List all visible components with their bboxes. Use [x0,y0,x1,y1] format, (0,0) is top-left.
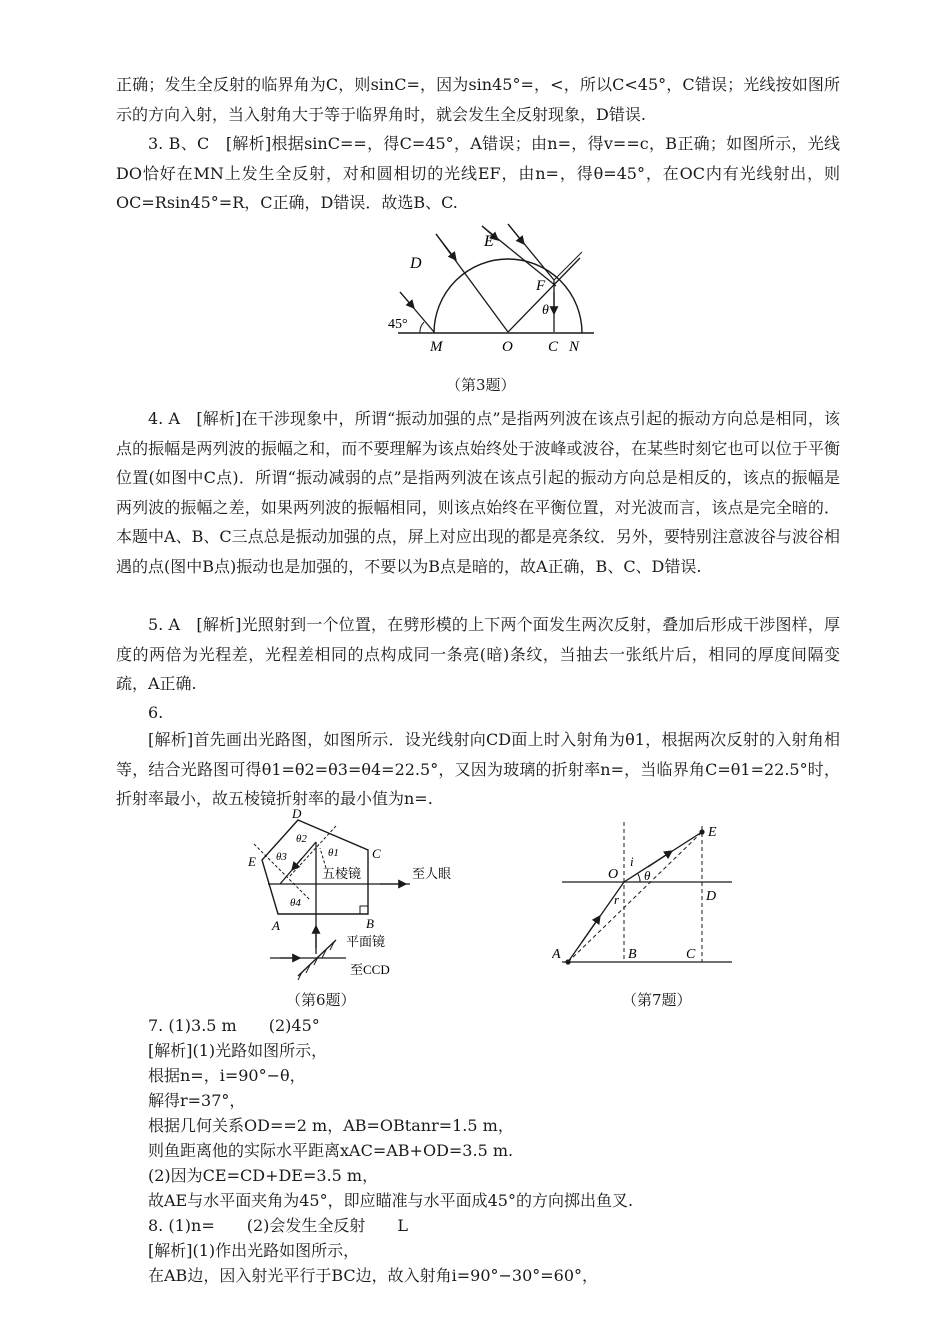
label-o: O [608,867,619,882]
label-r: r [614,892,620,907]
answer-7-line-4: 根据几何关系OD==2 m，AB=OBtanr=1.5 m， [148,1116,514,1135]
label-e: E [248,854,256,869]
label-f: F [536,278,546,294]
label-theta4: θ4 [290,897,301,909]
answer-7-line-2: 根据n=，i=90°−θ， [148,1066,306,1085]
caption-figure-3: （第3题） [446,376,516,394]
normal-f [554,252,582,280]
label-c: C [372,846,381,861]
answer-8-line-1: [解析](1)作出光路如图所示， [148,1241,360,1260]
semicircle [434,259,582,333]
paragraph-answer-2-end: 正确；发生全反射的临界角为C，则sinC=，因为sin45°=，<，所以C<45°，C错误；光线按如图所示的方向入射，当入射角大于等于临界角时，就会发生全反射现象，D错误. [116,75,840,124]
caption-figure-6: （第6题） [286,991,356,1009]
answer-7-result: 7. (1)3.5 m (2)45° [148,1016,320,1035]
point-e [699,829,704,834]
angle-arc-45 [420,322,424,333]
label-a: A [272,918,280,933]
answer-7-line-5: 则鱼距离他的实际水平距离xAC=AB+OD=3.5 m. [148,1141,514,1160]
ray-reflected [508,258,580,332]
paragraph-answer-6: [解析]首先画出光路图，如图所示．设光线射向CD面上时入射角为θ1，根据两次反射的入射角相等，结合光路图可得θ1=θ2=θ3=θ4=22.5°，又因为玻璃的折射率n=，当临界角C=θ1=22.5°时，折射率最小，故五棱镜折射率的最小值为n=. [116,730,840,808]
label-theta2: θ2 [296,833,307,845]
ray-d-arrow [436,234,456,260]
label-b: B [366,916,374,931]
ray-ef-arrow [508,224,524,244]
label-plane-mirror: 平面镜 [346,934,386,949]
label-d: D [706,889,717,904]
answer-7-line-6: (2)因为CE=CD+DE=3.5 m， [148,1166,379,1185]
label-to-eye: 至人眼 [412,866,452,881]
label-b: B [628,947,637,962]
answer-7-line-3: 解得r=37°， [148,1091,246,1110]
label-e: E [708,825,717,840]
label-d: D [292,808,302,821]
label-e: E [484,233,494,250]
label-theta: θ [542,303,549,318]
paragraph-answer-6-number: 6. [148,703,164,722]
point-a [565,959,570,964]
paragraph-answer-5: 5. A [解析]光照射到一个位置，在劈形模的上下两个面发生两次反射，叠加后形成干涉图样，厚度的两倍为光程差，光程差相同的点构成同一条亮(暗)条纹，当抽去一张纸片后，相同的厚度间隔变疏，A正确. [116,615,840,693]
line-ae [568,832,702,962]
label-a: A [552,947,561,962]
label-theta3: θ3 [276,851,287,863]
label-n: N [569,339,580,354]
label-theta: θ [644,868,651,883]
label-c: C [548,339,559,354]
label-45-degree: 45° [388,317,408,332]
paragraph-answer-3: 3. B、C [解析]根据sinC==，得C=45°，A错误；由n=，得v==c，B正确；如图所示，光线DO恰好在MN上发生全反射，对和圆相切的光线EF，由n=，得θ=45°，在OC内有光线射出，则OC=Rsin45°=R，C正确，D错误．故选B、C. [116,134,840,212]
answer-7-line-7: 故AE与水平面夹角为45°，即应瞄准与水平面成45°的方向掷出鱼叉. [148,1191,634,1210]
label-to-ccd: 至CCD [350,962,390,977]
label-o: O [502,339,513,354]
paragraph-answer-4: 4. A [解析]在干涉现象中，所谓“振动加强的点”是指两列波在该点引起的振动方向总是相同，该点的振幅是两列波的振幅之和，而不要理解为该点始终处于波峰或波谷，在某些时刻它也可以位于平衡位置(如图中C点)．所谓“振动减弱的点”是指两列波在该点引起的振动方向总是相反的，该点的振幅是两列波的振幅之差，如果两列波的振幅相同，则该点始终在平衡位置，对光波而言，该点是完全暗的．本题中A、B、C三点总是振动加强的点，屏上对应出现的都是亮条纹．另外，要特别注意波谷与波谷相遇的点(图中B点)振动也是加强的，不要以为B点是暗的，故A正确，B、C、D错误. [116,409,840,576]
label-theta1: θ1 [328,847,339,859]
answer-7-line-1: [解析](1)光路如图所示， [148,1041,328,1060]
figure-6-pentaprism-diagram [240,808,470,984]
answer-8-result: 8. (1)n= (2)会发生全反射 L [148,1216,409,1235]
answer-8-line-2: 在AB边，因入射光平行于BC边，故入射角i=90°−30°=60°， [148,1266,599,1285]
figure-3-semicircle-diagram [386,222,606,354]
label-i: i [630,854,634,869]
caption-figure-7: （第7题） [622,991,692,1009]
label-m: M [430,339,443,354]
label-pentaprism: 五棱镜 [322,866,362,881]
label-c: C [686,947,696,962]
label-d: D [410,255,422,272]
ray-m-arrow [400,292,414,308]
figure-7-refraction-diagram [552,818,738,968]
